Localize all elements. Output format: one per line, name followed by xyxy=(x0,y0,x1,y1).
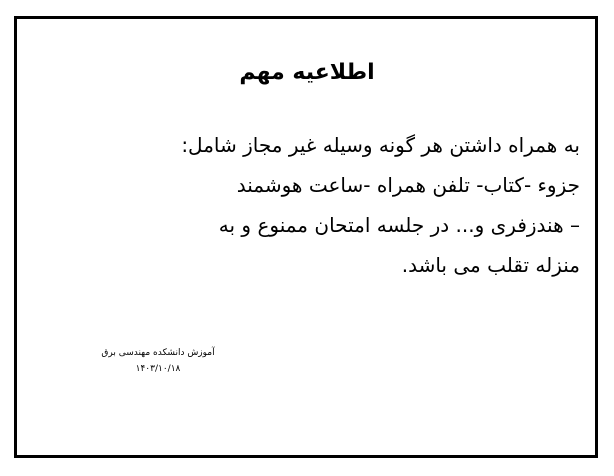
notice-body xyxy=(42,125,580,285)
notice-line: منزله تقلب می باشد. xyxy=(401,253,580,277)
signature-date: ۱۴۰۳/۱۰/۱۸ xyxy=(135,364,181,374)
signature-block xyxy=(88,345,228,377)
notice-line: – هندزفری و... در جلسه امتحان ممنوع و به xyxy=(218,213,580,237)
notice-line: به همراه داشتن هر گونه وسیله غیر مجاز شامل: xyxy=(181,133,580,157)
notice-line: جزوء -کتاب- تلفن همراه -ساعت هوشمند xyxy=(236,173,580,197)
notice-title: اطلاعیه مهم xyxy=(239,60,375,85)
signature-office: آموزش دانشکده مهندسی برق xyxy=(101,348,215,358)
